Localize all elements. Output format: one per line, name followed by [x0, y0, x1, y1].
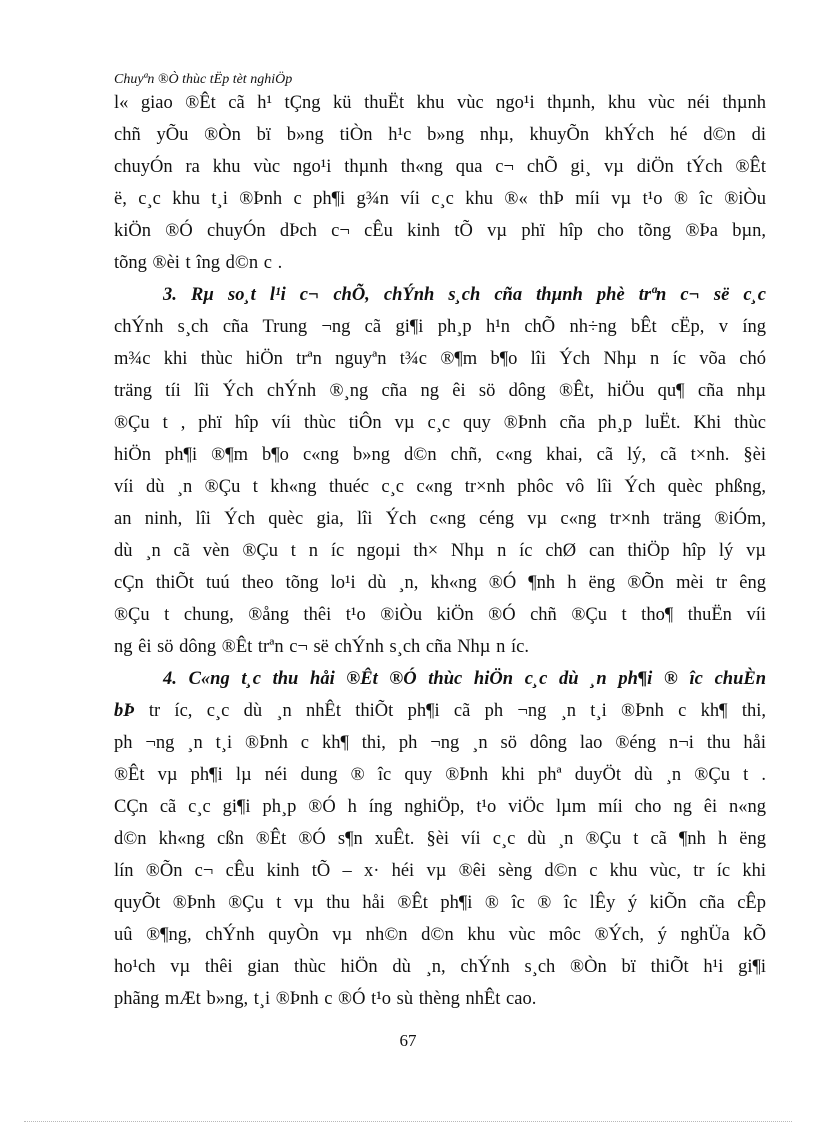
section-heading-4: 4. C«ng t¸c thu håi ®Êt ®Ó thùc hiÖn c¸c dù ¸n ph¶i ® îc chuÈn: [163, 669, 766, 689]
body-line: an ninh, lîi Ých quèc gia, lîi Ých c«ng céng vµ c«ng tr×nh träng ®iÓm,: [114, 509, 766, 529]
body-line: chÝnh s¸ch cña Trung ¬ng cã gi¶i ph¸p h¹n chÕ nh÷ng bÊt cËp, v íng: [114, 317, 766, 337]
body-line: m¾c khi thùc hiÖn trªn nguyªn t¾c ®¶m b¶o lîi Ých Nhµ n íc võa chó: [114, 349, 766, 369]
body-line: ng êi sö dông ®Êt trªn c¬ së chÝnh s¸ch cña Nhµ n íc.: [114, 637, 529, 657]
running-header: Chuyªn ®Ò thùc tËp tèt nghiÖp: [114, 72, 293, 87]
body-line: hiÖn ph¶i ®¶m b¶o c«ng b»ng d©n chñ, c«ng khai, cã lý, cã t×nh. §èi: [114, 445, 766, 465]
body-line: ®Çu t , phï hîp víi thùc tiÔn vµ c¸c quy ®Þnh cña ph¸p luËt. Khi thùc: [114, 413, 766, 433]
body-line: ®Êt vµ ph¶i lµ néi dung ® îc quy ®Þnh khi phª duyÖt dù ¸n ®Çu t .: [114, 765, 766, 785]
body-line: ë, c¸c khu t¸i ®Þnh c ph¶i g¾n víi c¸c khu ®« thÞ míi vµ t¹o ® îc ®iÒu: [114, 189, 766, 209]
body-line: uû ®¶ng, chÝnh quyÒn vµ nh©n d©n khu vùc môc ®Ých, ý nghÜa kÕ: [114, 925, 766, 945]
body-line: kiÖn ®Ó chuyÓn dÞch c¬ cÊu kinh tÕ vµ phï hîp cho tõng ®Þa bµn,: [114, 221, 766, 241]
body-line: ®Çu t chung, ®ång thêi t¹o ®iÒu kiÖn ®Ó chñ ®Çu t tho¶ thuËn víi: [114, 605, 766, 625]
body-line: chñ yÕu ®Òn bï b»ng tiÒn h¹c b»ng nhµ, khuyÕn khÝch hé d©n di: [114, 125, 766, 145]
body-line: l« giao ®Êt cã h¹ tÇng kü thuËt khu vùc ngo¹i thµnh, khu vùc néi thµnh: [114, 93, 766, 113]
body-line: tõng ®èi t îng d©n c .: [114, 253, 283, 273]
body-line: dù ¸n cã vèn ®Çu t n íc ngoµi th× Nhµ n íc chØ can thiÖp hîp lý vµ: [114, 541, 766, 561]
section-heading-3: 3. Rµ so¸t l¹i c¬ chÕ, chÝnh s¸ch cña thµnh phè trªn c¬ së c¸c: [163, 285, 766, 305]
body-line: bÞ tr íc, c¸c dù ¸n nhÊt thiÕt ph¶i cã ph ¬ng ¸n t¸i ®Þnh c kh¶ thi,: [114, 701, 766, 721]
page-bottom-rule: [24, 1121, 792, 1122]
body-line: quyÕt ®Þnh ®Çu t vµ thu håi ®Êt ph¶i ® îc ® îc lÊy ý kiÕn cña cÊp: [114, 893, 766, 913]
body-line: ph ¬ng ¸n t¸i ®Þnh c kh¶ thi, ph ¬ng ¸n sö dông lao ®éng n¬i thu håi: [114, 733, 766, 753]
body-line: phãng mÆt b»ng, t¸i ®Þnh c ®Ó t¹o sù thèng nhÊt cao.: [114, 989, 537, 1009]
page-number: 67: [399, 1031, 417, 1050]
body-line: ho¹ch vµ thêi gian thùc hiÖn dù ¸n, chÝnh s¸ch ®Òn bï thiÕt h¹i gi¶i: [114, 957, 766, 977]
body-line: víi dù ¸n ®Çu t kh«ng thuéc c¸c c«ng tr×nh phôc vô lîi Ých quèc phßng,: [114, 477, 766, 497]
body-line: lín ®Õn c¬ cÊu kinh tÕ – x· héi vµ ®êi sèng d©n c khu vùc, tr íc khi: [114, 861, 766, 881]
body-line-rest: tr íc, c¸c dù ¸n nhÊt thiÕt ph¶i cã ph ¬ng ¸n t¸i ®Þnh c kh¶ thi,: [134, 701, 766, 721]
body-line: d©n kh«ng cßn ®Êt ®Ó s¶n xuÊt. §èi víi c¸c dù ¸n ®Çu t cã ¶nh h ëng: [114, 829, 766, 849]
body-line: träng tíi lîi Ých chÝnh ®¸ng cña ng êi sö dông ®Êt, hiÖu qu¶ cña nhµ: [114, 381, 766, 401]
body-line: cÇn thiÕt tuú theo tõng lo¹i dù ¸n, kh«ng ®Ó ¶nh h ëng ®Õn mèi tr êng: [114, 573, 766, 593]
body-line: CÇn cã c¸c gi¶i ph¸p ®Ó h íng nghiÖp, t¹o viÖc lµm míi cho ng êi n«ng: [114, 797, 766, 817]
body-line: chuyÓn ra khu vùc ngo¹i thµnh th«ng qua c¬ chÕ gi¸ vµ diÖn tÝch ®Êt: [114, 157, 766, 177]
